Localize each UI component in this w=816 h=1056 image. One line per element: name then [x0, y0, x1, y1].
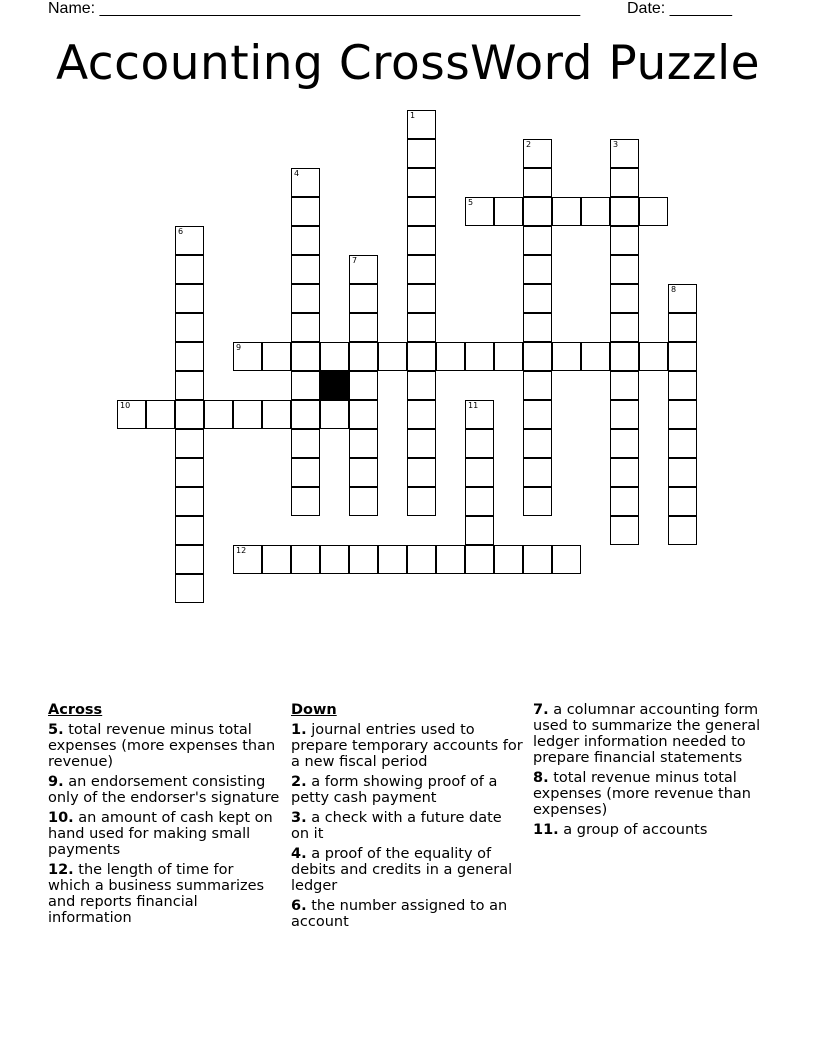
crossword-cell[interactable]	[465, 197, 494, 226]
crossword-cell[interactable]	[320, 400, 349, 429]
clue-text: a group of accounts	[558, 822, 708, 838]
name-field-label[interactable]: Name: ______________________________________________________	[48, 0, 581, 17]
clue-text: a proof of the equality of debits and credits in a general ledger	[291, 846, 513, 894]
crossword-cell[interactable]	[552, 342, 581, 371]
clue-number: 2	[526, 140, 532, 149]
crossword-cell[interactable]	[494, 342, 523, 371]
clue-text: total revenue minus total expenses (more revenue than expenses)	[533, 770, 751, 818]
down-clue	[291, 810, 523, 842]
page-title: Accounting CrossWord Puzzle	[55, 36, 761, 91]
crossword-cell[interactable]	[349, 487, 378, 516]
crossword-cell[interactable]	[523, 139, 552, 168]
crossword-cell[interactable]	[552, 545, 581, 574]
crossword-cell[interactable]	[320, 342, 349, 371]
clue-text: a check with a future date on it	[291, 810, 502, 842]
down-clue-list-continued	[533, 702, 765, 838]
crossword-cell[interactable]	[407, 545, 436, 574]
crossword-cell[interactable]	[407, 139, 436, 168]
crossword-cell[interactable]	[552, 197, 581, 226]
crossword-cell[interactable]	[465, 400, 494, 429]
clue-number-label: 12.	[48, 862, 74, 878]
crossword-cell[interactable]	[378, 545, 407, 574]
crossword-cell[interactable]	[407, 487, 436, 516]
clue-text: a form showing proof of a petty cash payment	[291, 774, 498, 806]
crossword-cell[interactable]	[349, 371, 378, 400]
crossword-cell[interactable]	[523, 313, 552, 342]
crossword-cell[interactable]	[407, 110, 436, 139]
crossword-cell[interactable]	[494, 545, 523, 574]
crossword-cell[interactable]	[175, 429, 204, 458]
crossword-cell[interactable]	[668, 284, 697, 313]
crossword-cell[interactable]	[175, 313, 204, 342]
crossword-cell[interactable]	[610, 342, 639, 371]
crossword-cell[interactable]	[175, 255, 204, 284]
clue-number: 4	[294, 169, 300, 178]
date-field-label[interactable]: Date: _______	[627, 0, 732, 17]
clue-number: 3	[613, 140, 619, 149]
crossword-cell[interactable]	[349, 400, 378, 429]
crossword-cell[interactable]	[291, 255, 320, 284]
crossword-cell[interactable]	[175, 574, 204, 603]
crossword-cell[interactable]	[291, 429, 320, 458]
crossword-cell[interactable]	[668, 516, 697, 545]
crossword-cell[interactable]	[436, 545, 465, 574]
clue-number-label: 10.	[48, 810, 74, 826]
crossword-cell[interactable]	[204, 400, 233, 429]
crossword-cell[interactable]	[610, 458, 639, 487]
crossword-cell[interactable]	[146, 400, 175, 429]
down-clue	[533, 702, 765, 766]
crossword-cell[interactable]	[610, 371, 639, 400]
crossword-cell[interactable]	[407, 342, 436, 371]
across-clue-list	[48, 722, 280, 926]
crossword-cell[interactable]	[262, 342, 291, 371]
crossword-cell[interactable]	[233, 545, 262, 574]
crossword-cell[interactable]	[291, 197, 320, 226]
clue-number: 8	[671, 285, 677, 294]
crossword-cell[interactable]	[465, 458, 494, 487]
crossword-cell[interactable]	[407, 226, 436, 255]
crossword-cell[interactable]	[610, 255, 639, 284]
down-clue-list	[291, 722, 523, 930]
crossword-cell[interactable]	[349, 429, 378, 458]
crossword-cell[interactable]	[175, 371, 204, 400]
crossword-cell[interactable]	[291, 545, 320, 574]
crossword-cell[interactable]	[523, 487, 552, 516]
crossword-cell[interactable]	[581, 197, 610, 226]
clue-text: journal entries used to prepare temporary accounts for a new fiscal period	[291, 722, 523, 770]
crossword-cell[interactable]	[610, 197, 639, 226]
clue-number: 12	[236, 546, 247, 555]
crossword-cell[interactable]	[436, 342, 465, 371]
crossword-cell[interactable]	[291, 284, 320, 313]
down-clues-continued	[533, 702, 765, 842]
across-clue	[48, 862, 280, 926]
crossword-cell[interactable]	[407, 429, 436, 458]
crossword-cell[interactable]	[610, 429, 639, 458]
crossword-cell[interactable]	[233, 400, 262, 429]
crossword-cell[interactable]	[610, 400, 639, 429]
crossword-cell[interactable]	[523, 226, 552, 255]
crossword-cell[interactable]	[117, 400, 146, 429]
clue-number: 7	[352, 256, 358, 265]
crossword-cell[interactable]	[407, 197, 436, 226]
crossword-cell[interactable]	[349, 342, 378, 371]
crossword-cell[interactable]	[291, 226, 320, 255]
crossword-cell[interactable]	[320, 545, 349, 574]
crossword-cell[interactable]	[378, 342, 407, 371]
crossword-cell[interactable]	[523, 400, 552, 429]
crossword-cell[interactable]	[349, 255, 378, 284]
crossword-cell[interactable]	[175, 342, 204, 371]
crossword-cell[interactable]	[610, 487, 639, 516]
crossword-cell[interactable]	[465, 342, 494, 371]
across-clue	[48, 810, 280, 858]
crossword-cell[interactable]	[465, 429, 494, 458]
crossword-cell[interactable]	[175, 226, 204, 255]
crossword-cell[interactable]	[407, 371, 436, 400]
crossword-cell[interactable]	[639, 197, 668, 226]
crossword-cell[interactable]	[262, 545, 291, 574]
crossword-cell[interactable]	[175, 458, 204, 487]
crossword-cell[interactable]	[349, 284, 378, 313]
crossword-cell[interactable]	[349, 313, 378, 342]
clue-number-label: 3.	[291, 810, 307, 826]
crossword-cell[interactable]	[262, 400, 291, 429]
crossword-cell[interactable]	[407, 458, 436, 487]
down-clues	[291, 702, 523, 934]
crossword-cell[interactable]	[523, 342, 552, 371]
crossword-cell[interactable]	[523, 458, 552, 487]
across-clue	[48, 774, 280, 806]
clue-number: 1	[410, 111, 416, 120]
crossword-cell[interactable]	[349, 458, 378, 487]
clue-number-label: 4.	[291, 846, 307, 862]
clue-text: an endorsement consisting only of the endorser's signature	[48, 774, 280, 806]
down-clue	[533, 822, 765, 838]
down-clue	[291, 846, 523, 894]
crossword-cell[interactable]	[407, 284, 436, 313]
crossword-cell[interactable]	[291, 371, 320, 400]
crossword-cell[interactable]	[523, 284, 552, 313]
clue-text: total revenue minus total expenses (more expenses than revenue)	[48, 722, 276, 770]
crossword-cell[interactable]	[668, 342, 697, 371]
clue-number: 10	[120, 401, 131, 410]
clue-number-label: 2.	[291, 774, 307, 790]
crossword-cell[interactable]	[610, 516, 639, 545]
crossword-cell[interactable]	[581, 342, 610, 371]
clue-number: 9	[236, 343, 242, 352]
crossword-cell[interactable]	[465, 516, 494, 545]
crossword-cell[interactable]	[233, 342, 262, 371]
crossword-cell[interactable]	[407, 255, 436, 284]
crossword-cell[interactable]	[175, 284, 204, 313]
crossword-cell[interactable]	[610, 313, 639, 342]
clue-text: an amount of cash kept on hand used for making small payments	[48, 810, 273, 858]
crossword-cell[interactable]	[610, 139, 639, 168]
crossword-cell[interactable]	[175, 400, 204, 429]
crossword-cell[interactable]	[465, 545, 494, 574]
clue-number: 6	[178, 227, 184, 236]
crossword-cell[interactable]	[175, 516, 204, 545]
crossword-cell[interactable]	[668, 313, 697, 342]
crossword-cell[interactable]	[175, 545, 204, 574]
across-heading: Across	[48, 702, 103, 718]
crossword-cell[interactable]	[639, 342, 668, 371]
crossword-cell[interactable]	[291, 487, 320, 516]
clue-number-label: 11.	[533, 822, 559, 838]
crossword-cell[interactable]	[523, 429, 552, 458]
down-heading: Down	[291, 702, 337, 718]
crossword-cell[interactable]	[291, 342, 320, 371]
crossword-cell[interactable]	[523, 197, 552, 226]
down-clue	[533, 770, 765, 818]
across-clue	[48, 722, 280, 770]
clue-text: a columnar accounting form used to summarize the general ledger information needed to prepare financial statements	[533, 702, 761, 766]
crossword-cell[interactable]	[668, 429, 697, 458]
clue-number-label: 5.	[48, 722, 64, 738]
down-clue	[291, 898, 523, 930]
crossword-cell[interactable]	[291, 458, 320, 487]
down-clue	[291, 774, 523, 806]
crossword-cell[interactable]	[291, 168, 320, 197]
crossword-cell[interactable]	[610, 284, 639, 313]
clue-number-label: 9.	[48, 774, 64, 790]
crossword-cell[interactable]	[523, 545, 552, 574]
crossword-cell[interactable]	[523, 255, 552, 284]
crossword-cell[interactable]	[407, 168, 436, 197]
crossword-cell[interactable]	[668, 400, 697, 429]
crossword-cell[interactable]	[175, 487, 204, 516]
black-square	[320, 371, 349, 400]
clue-text: the number assigned to an account	[291, 898, 508, 930]
crossword-cell[interactable]	[668, 371, 697, 400]
crossword-cell[interactable]	[494, 197, 523, 226]
crossword-cell[interactable]	[523, 371, 552, 400]
crossword-cell[interactable]	[610, 168, 639, 197]
clue-number-label: 8.	[533, 770, 549, 786]
crossword-cell[interactable]	[349, 545, 378, 574]
crossword-cell[interactable]	[465, 487, 494, 516]
crossword-cell[interactable]	[407, 400, 436, 429]
crossword-cell[interactable]	[523, 168, 552, 197]
crossword-cell[interactable]	[668, 487, 697, 516]
crossword-cell[interactable]	[291, 400, 320, 429]
clue-number: 11	[468, 401, 479, 410]
clue-number-label: 7.	[533, 702, 549, 718]
crossword-cell[interactable]	[668, 458, 697, 487]
crossword-cell[interactable]	[610, 226, 639, 255]
crossword-cell[interactable]	[407, 313, 436, 342]
across-clues	[48, 702, 280, 930]
clue-text: the length of time for which a business summarizes and reports financial information	[48, 862, 265, 926]
clue-number-label: 6.	[291, 898, 307, 914]
crossword-cell[interactable]	[291, 313, 320, 342]
clue-number: 5	[468, 198, 474, 207]
clue-number-label: 1.	[291, 722, 307, 738]
down-clue	[291, 722, 523, 770]
